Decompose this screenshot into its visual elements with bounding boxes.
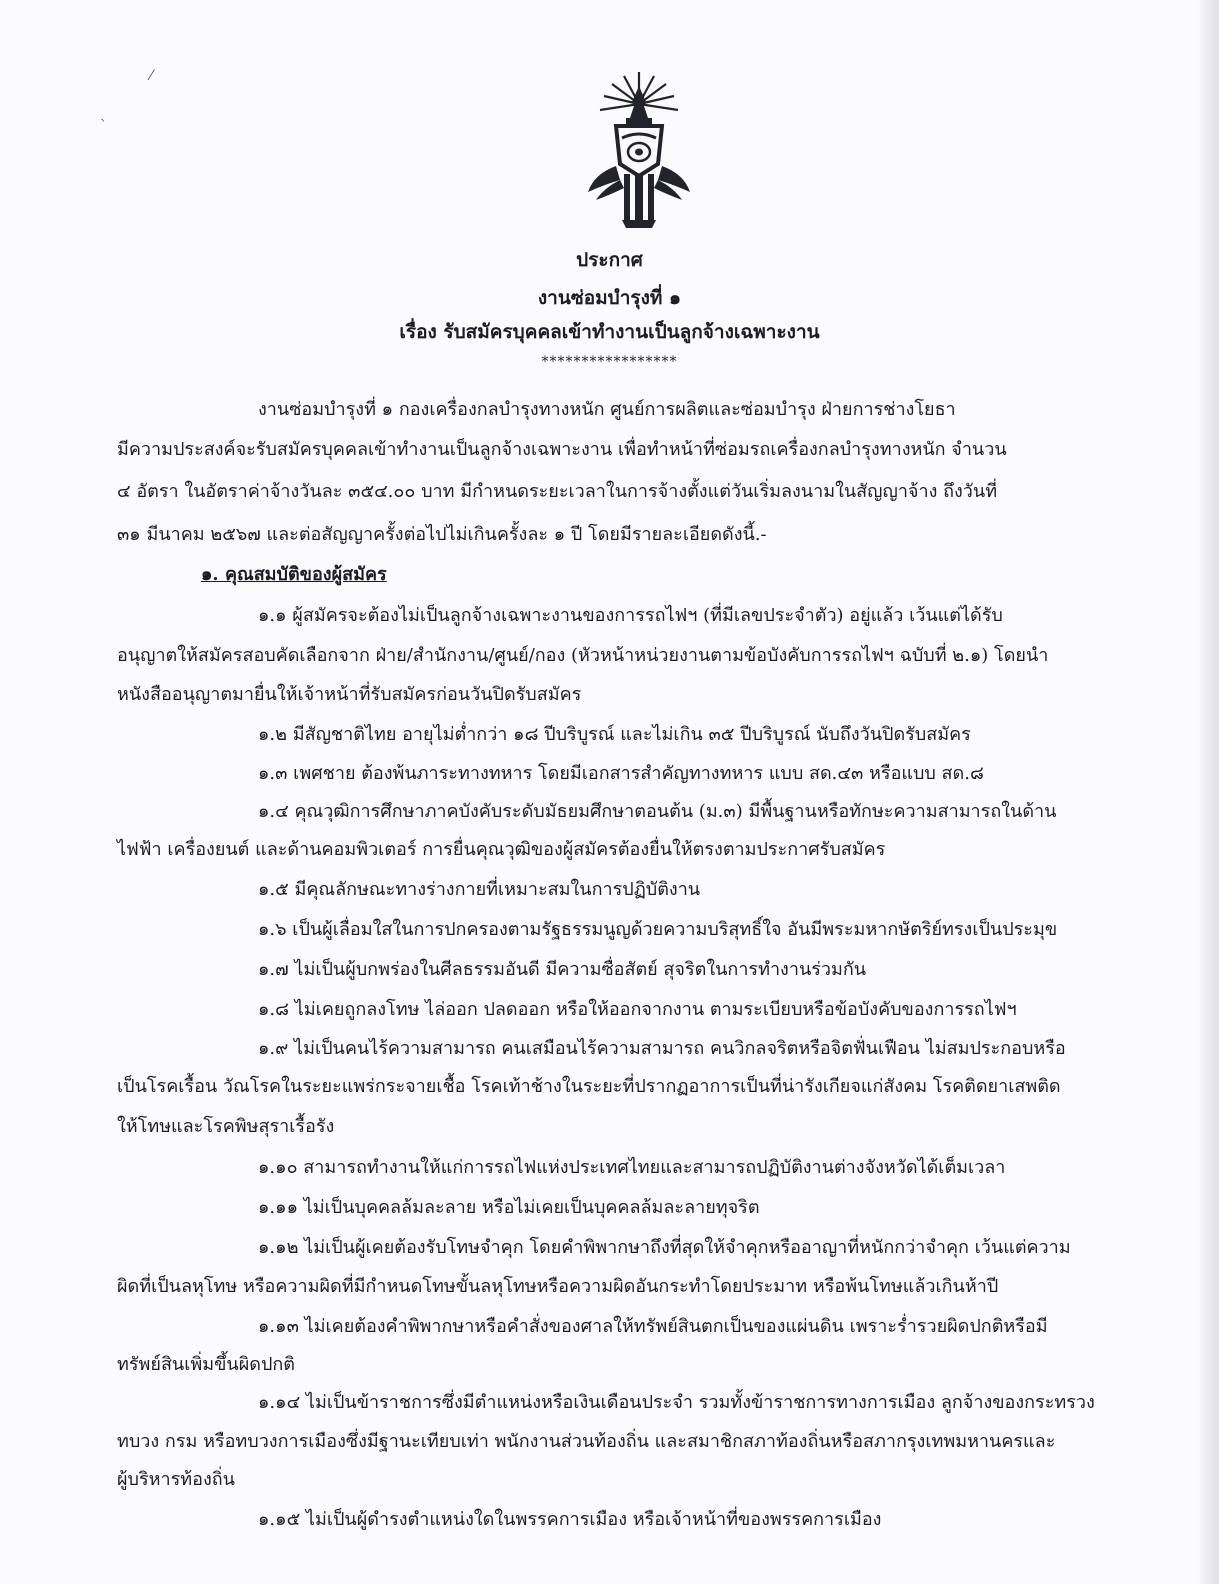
intro-line: มีความประสงค์จะรับสมัครบุคคลเข้าทำงานเป็นลูกจ้างเฉพาะงาน เพื่อทำหน้าที่ซ่อมรถเครื่องกลบำรุงทางหนัก จำนวน	[117, 439, 1007, 460]
qualification-line: ให้โทษและโรคพิษสุราเรื้อรัง	[117, 1116, 335, 1137]
qualification-line: หนังสืออนุญาตมายื่นให้เจ้าหน้าที่รับสมัครก่อนวันปิดรับสมัคร	[117, 684, 582, 705]
qualification-line: ทรัพย์สินเพิ่มขึ้นผิดปกติ	[117, 1354, 295, 1375]
scan-edge-shadow	[1197, 0, 1219, 1584]
announcement-subject: เรื่อง รับสมัครบุคคลเข้าทำงานเป็นลูกจ้างเฉพาะงาน	[399, 321, 820, 343]
scan-speck: `	[100, 118, 107, 134]
separator-stars: *****************	[541, 354, 678, 370]
intro-line: ๓๑ มีนาคม ๒๕๖๗ และต่อสัญญาครั้งต่อไปไม่เกินครั้งละ ๑ ปี โดยมีรายละเอียดดังนี้.-	[117, 524, 767, 545]
qualification-line: เป็นโรคเรื้อน วัณโรคในระยะแพร่กระจายเชื้อ โรคเท้าช้างในระยะที่ปรากฏอาการเป็นที่น่ารังเกียจแก่สังคม โรคติดยาเสพติด	[117, 1076, 1061, 1097]
qualification-line: ๑.๑ ผู้สมัครจะต้องไม่เป็นลูกจ้างเฉพาะงานของการรถไฟฯ (ที่มีเลขประจำตัว) อยู่แล้ว เว้นแต่ได้รับ	[258, 605, 1003, 626]
qualification-line: ๑.๑๒ ไม่เป็นผู้เคยต้องรับโทษจำคุก โดยคำพิพากษาถึงที่สุดให้จำคุกหรืออาญาที่หนักกว่าจำคุก เว้นแต่ความ	[258, 1237, 1071, 1258]
srt-emblem-icon	[586, 66, 692, 236]
qualification-line: ๑.๕ มีคุณลักษณะทางร่างกายที่เหมาะสมในการปฏิบัติงาน	[258, 879, 701, 900]
qualification-line: ผู้บริหารท้องถิ่น	[117, 1469, 235, 1490]
qualification-line: ๑.๑๑ ไม่เป็นบุคคลล้มละลาย หรือไม่เคยเป็นบุคคลล้มละลายทุจริต	[258, 1197, 760, 1218]
qualification-line: ๑.๒ มีสัญชาติไทย อายุไม่ต่ำกว่า ๑๘ ปีบริบูรณ์ และไม่เกิน ๓๕ ปีบริบูรณ์ นับถึงวันปิดรับสมัคร	[258, 724, 971, 745]
qualification-line: ๑.๑๓ ไม่เคยต้องคำพิพากษาหรือคำสั่งของศาลให้ทรัพย์สินตกเป็นของแผ่นดิน เพราะร่ำรวยผิดปกติหรือมี	[258, 1316, 1048, 1337]
qualification-line: ไฟฟ้า เครื่องยนต์ และด้านคอมพิวเตอร์ การยื่นคุณวุฒิของผู้สมัครต้องยื่นให้ตรงตามประกาศรับสมัคร	[117, 839, 886, 860]
qualification-line: ๑.๓ เพศชาย ต้องพ้นภาระทางทหาร โดยมีเอกสารสำคัญทางทหาร แบบ สด.๔๓ หรือแบบ สด.๘	[258, 763, 984, 784]
qualification-line: ๑.๑๕ ไม่เป็นผู้ดำรงตำแหน่งใดในพรรคการเมือง หรือเจ้าหน้าที่ของพรรคการเมือง	[258, 1509, 882, 1530]
qualification-line: ๑.๔ คุณวุฒิการศึกษาภาคบังคับระดับมัธยมศึกษาตอนต้น (ม.๓) มีพื้นฐานหรือทักษะความสามารถในด้าน	[258, 801, 1057, 822]
qualification-line: ๑.๙ ไม่เป็นคนไร้ความสามารถ คนเสมือนไร้ความสามารถ คนวิกลจริตหรือจิตฟั่นเฟือน ไม่สมประกอบหรือ	[258, 1038, 1066, 1059]
qualification-line: ๑.๘ ไม่เคยถูกลงโทษ ไล่ออก ปลดออก หรือให้ออกจากงาน ตามระเบียบหรือข้อบังคับของการรถไฟฯ	[258, 999, 1017, 1020]
qualification-line: ผิดที่เป็นลหุโทษ หรือความผิดที่มีกำหนดโทษขั้นลหุโทษหรือความผิดอันกระทำโดยประมาท หรือพ้นโทษแล้วเกินห้าปี	[117, 1276, 999, 1297]
intro-line: ๔ อัตรา ในอัตราค่าจ้างวันละ ๓๕๔.๐๐ บาท มีกำหนดระยะเวลาในการจ้างตั้งแต่วันเริ่มลงนามในสัญญาจ้าง ถึงวันที่	[117, 481, 998, 502]
scan-speck: ⁄	[150, 68, 153, 84]
qualification-line: อนุญาตให้สมัครสอบคัดเลือกจาก ฝ่าย/สำนักงาน/ศูนย์/กอง (หัวหน้าหน่วยงานตามข้อบังคับการรถไฟฯ ฉบับที่ ๒.๑) โดยนำ	[117, 645, 1049, 666]
announcement-title: ประกาศ	[576, 249, 643, 271]
qualification-line: ๑.๖ เป็นผู้เลื่อมใสในการปกครองตามรัฐธรรมนูญด้วยความบริสุทธิ์ใจ อันมีพระมหากษัตริย์ทรงเป็นประมุข	[258, 919, 1058, 940]
announcement-unit: งานซ่อมบำรุงที่ ๑	[537, 287, 682, 309]
qualification-line: ๑.๗ ไม่เป็นผู้บกพร่องในศีลธรรมอันดี มีความซื่อสัตย์ สุจริตในการทำงานร่วมกัน	[258, 959, 867, 980]
qualification-line: ทบวง กรม หรือทบวงการเมืองซึ่งมีฐานะเทียบเท่า พนักงานส่วนท้องถิ่น และสมาชิกสภาท้องถิ่นหรือสภากรุงเทพมหานครและ	[117, 1431, 1056, 1452]
qualification-line: ๑.๑๔ ไม่เป็นข้าราชการซึ่งมีตำแหน่งหรือเงินเดือนประจำ รวมทั้งข้าราชการทางการเมือง ลูกจ้างของกระทรวง	[258, 1392, 1095, 1413]
section-heading: ๑. คุณสมบัติของผู้สมัคร	[201, 564, 387, 585]
intro-line: งานซ่อมบำรุงที่ ๑ กองเครื่องกลบำรุงทางหนัก ศูนย์การผลิตและซ่อมบำรุง ฝ่ายการช่างโยธา	[258, 399, 956, 420]
qualification-line: ๑.๑๐ สามารถทำงานให้แก่การรถไฟแห่งประเทศไทยและสามารถปฏิบัติงานต่างจังหวัดได้เต็มเวลา	[258, 1157, 1006, 1178]
